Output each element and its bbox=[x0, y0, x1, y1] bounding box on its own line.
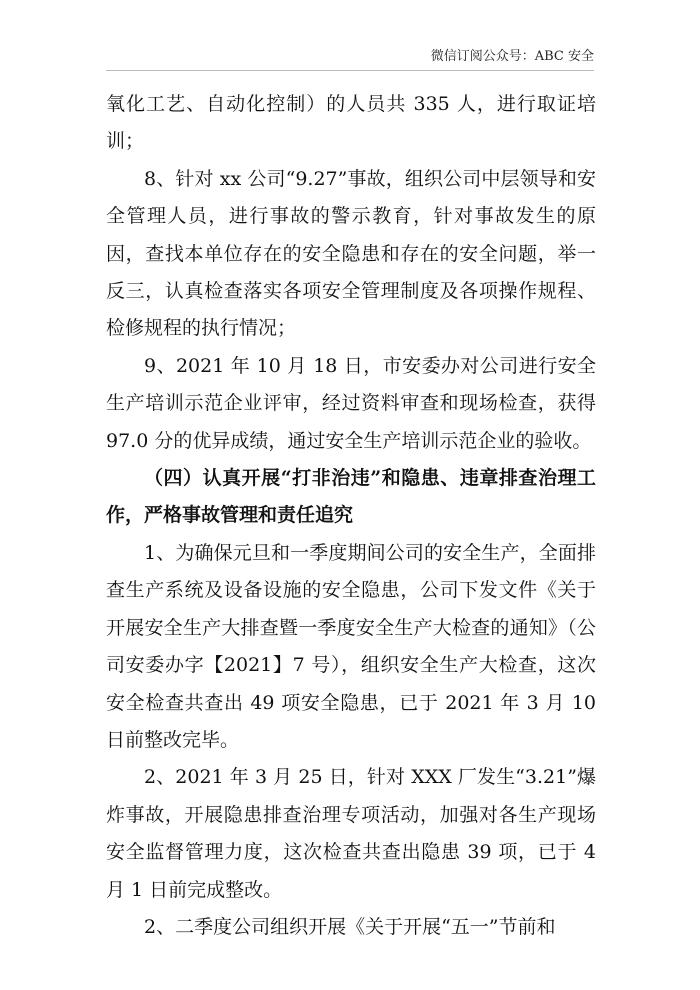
paragraph-item-2: 2、2021 年 3 月 25 日，针对 XXX 厂发生“3.21”爆炸事故，开展隐患排查治理专项活动，加强对各生产现场安全监督管理力度，这次检查共查出隐患 39 项，已于 4 月 1 日前完成整改。 bbox=[106, 766, 596, 901]
header-divider bbox=[106, 70, 594, 71]
paragraph-continuation: 氧化工艺、自动化控制）的人员共 335 人，进行取证培训； bbox=[106, 93, 596, 153]
section-heading-4: （四）认真开展“打非治违”和隐患、违章排查治理工作，严格事故管理和责任追究 bbox=[106, 467, 596, 527]
paragraph-item-9: 9、2021 年 10 月 18 日，市安委办对公司进行安全生产培训示范企业评审，经过资料审查和现场检查，获得 97.0 分的优异成绩，通过安全生产培训示范企业的验收。 bbox=[106, 354, 596, 452]
paragraph-item-2b: 2、二季度公司组织开展《关于开展“五一”节前和 bbox=[144, 915, 556, 938]
paragraph-item-8: 8、针对 xx 公司“9.27”事故，组织公司中层领导和安全管理人员，进行事故的警示教育，针对事故发生的原因，查找本单位存在的安全隐患和存在的安全问题，举一反三，认真检查落实各项安全管理制度及各项操作规程、检修规程的执行情况； bbox=[106, 167, 596, 340]
document-body bbox=[106, 86, 596, 946]
page-header-source: 微信订阅公众号：ABC 安全 bbox=[430, 49, 594, 64]
paragraph-item-1: 1、为确保元旦和一季度期间公司的安全生产，全面排查生产系统及设备设施的安全隐患，公司下发文件《关于开展安全生产大排查暨一季度安全生产大检查的通知》（公司安委办字【2021】7 号），组织安全生产大检查，这次安全检查共查出 49 项安全隐患，已于 2021 年 3 月 10 日前整改完毕。 bbox=[106, 541, 596, 751]
